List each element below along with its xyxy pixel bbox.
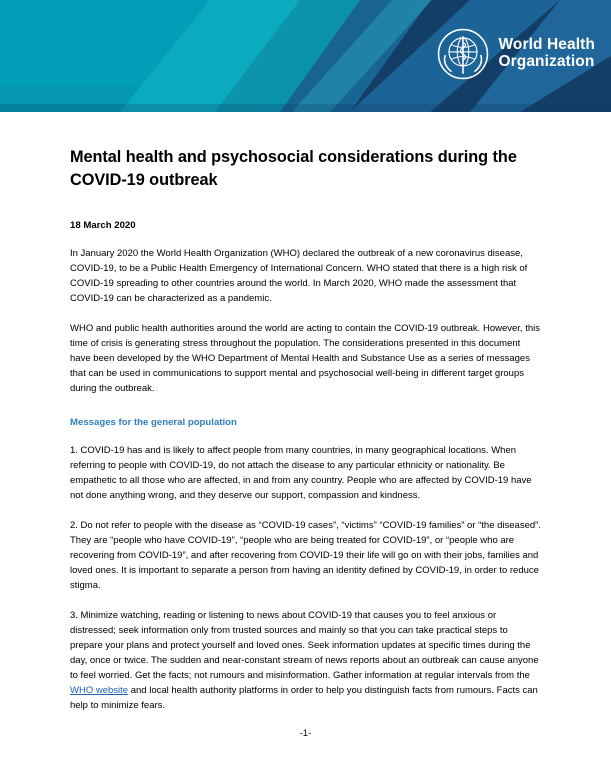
section-heading-general-population: Messages for the general population [70, 417, 237, 429]
list-item-3-text-before-link: 3. Minimize watching, reading or listening to news about COVID-19 that causes you to feel anxious or distressed; seek information only from trusted sources and mainly so that you can take practical steps to prepare your plans and protect yourself and loved ones. Seek information updates at specific times during the day, once or twice. The sudden and near-constant stream of news reports about an outbreak can cause anyone to feel worried. Get the facts; not rumours and misinformation. Gather information at regular intervals from the [70, 610, 539, 682]
document-date: 18 March 2020 [70, 220, 136, 232]
who-wordmark-line2: Organization [498, 53, 595, 70]
who-header-banner [0, 0, 611, 112]
page-title: Mental health and psychosocial considerations during the COVID-19 outbreak [70, 148, 517, 190]
document-body [0, 112, 611, 713]
intro-paragraph-1: In January 2020 the World Health Organization (WHO) declared the outbreak of a new coronavirus disease, COVID-19, to be a Public Health Emergency of International Concern. WHO stated that there is a high risk of COVID-19 spreading to other countries around the world. In March 2020, WHO made the assessment that COVID-19 can be characterized as a pandemic. [70, 248, 528, 305]
list-item-3 [70, 608, 541, 713]
who-logo [437, 28, 595, 80]
who-emblem-icon [437, 28, 489, 80]
page-number: -1- [299, 727, 312, 738]
who-wordmark [498, 37, 595, 70]
intro-paragraph-2: WHO and public health authorities around the world are acting to contain the COVID-19 outbreak. However, this time of crisis is generating stress throughout the population. The considerations presented in this document have been developed by the WHO Department of Mental Health and Substance Use as a series of messages that can be used in communications to support mental and psychosocial well-being in different target groups during the outbreak. [70, 323, 540, 395]
list-item-1: 1. COVID-19 has and is likely to affect people from many countries, in many geographical locations. When referring to people with COVID-19, do not attach the disease to any particular ethnicity or nationality. Be empathetic to all those who are affected, in and from any country. People who are affected by COVID-19 have not done anything wrong, and they deserve our support, compassion and kindness. [70, 445, 532, 502]
who-website-link[interactable]: WHO website [70, 685, 129, 697]
list-item-3-text-after-link: and local health authority platforms in order to help you distinguish facts from rumours. Facts can help to minimize fears. [70, 685, 538, 712]
who-wordmark-line1: World Health [498, 36, 595, 54]
list-item-2: 2. Do not refer to people with the disease as “COVID-19 cases”, “victims” “COVID-19 families” or “the diseased”. They are “people who have COVID-19”, “people who are being treated for COVID-19”, or “people who are recovering from COVID-19”, and after recovering from COVID-19 their life will go on with their jobs, families and loved ones. It is important to separate a person from having an identity defined by COVID-19, in order to reduce stigma. [70, 520, 541, 592]
